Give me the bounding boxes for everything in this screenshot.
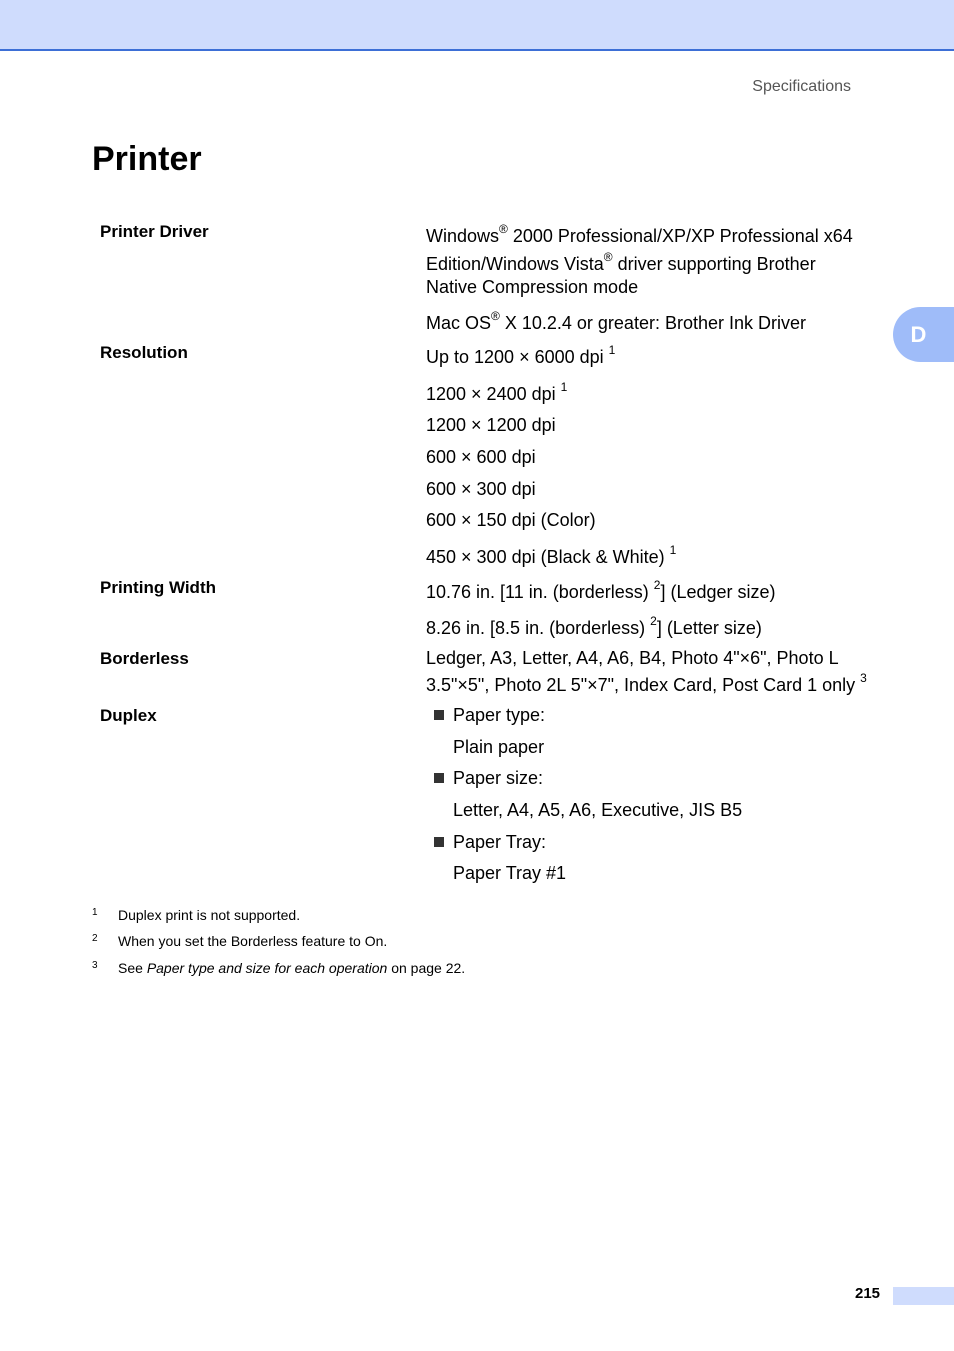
page-number: 215 — [855, 1285, 881, 1302]
duplex-item-value: Letter, A4, A5, A6, Executive, JIS B5 — [453, 800, 743, 820]
resolution-item: 450 × 300 dpi (Black & White) $^1$ — [426, 543, 677, 567]
driver-windows-line2: Edition/Windows Vista® driver supporting Brother — [426, 250, 816, 274]
footnote: 3 See Paper type and size for each operation on page 22. — [92, 960, 466, 976]
page-title: Printer — [92, 140, 202, 178]
driver-windows-line1: Windows® 2000 Professional/XP/XP Professional x64 — [426, 222, 853, 246]
resolution-item: Up to 1200 × 6000 dpi $^1$ — [426, 343, 616, 367]
footer-band — [893, 1287, 954, 1305]
bullet-square-icon — [434, 837, 444, 847]
printing-width-ledger: 10.76 in. [11 in. (borderless) $^2$] (Ledger size) — [426, 578, 776, 602]
chapter-tab[interactable] — [893, 307, 954, 362]
bullet-square-icon — [434, 710, 444, 720]
bullet-square-icon — [434, 773, 444, 783]
header-band — [0, 0, 954, 51]
driver-windows-line3: Native Compression mode — [426, 277, 639, 297]
spec-label-duplex: Duplex — [100, 706, 157, 725]
duplex-bullet-item: Paper size: — [434, 767, 543, 790]
resolution-item: 600 × 600 dpi — [426, 447, 536, 467]
footnote-link-text[interactable]: Paper type and size for each operation — [146, 960, 388, 976]
duplex-item-value: Paper Tray #1 — [453, 863, 567, 883]
resolution-item: 1200 × 2400 dpi $^1$ — [426, 380, 568, 404]
duplex-bullet-item: Paper Tray: — [434, 831, 546, 854]
duplex-bullet-item: Paper type: — [434, 704, 545, 727]
printing-width-letter: 8.26 in. [8.5 in. (borderless) $^2$] (Letter size) — [426, 614, 762, 638]
driver-mac-line: Mac OS® X 10.2.4 or greater: Brother Ink Driver — [426, 309, 806, 333]
spec-label-resolution: Resolution — [100, 343, 188, 362]
running-head: Specifications — [752, 78, 851, 95]
resolution-item: 600 × 150 dpi (Color) — [426, 510, 596, 530]
duplex-item-value: Plain paper — [453, 737, 545, 757]
borderless-line1: Ledger, A3, Letter, A4, A6, B4, Photo 4"×6", Photo L — [426, 648, 839, 668]
spec-label-printing-width: Printing Width — [100, 578, 216, 597]
chapter-tab-letter: D — [910, 321, 927, 347]
borderless-line2: 3.5"×5", Photo 2L 5"×7", Index Card, Post Card 1 only $^3$ — [426, 671, 867, 695]
spec-label-borderless: Borderless — [100, 649, 189, 668]
spec-label-printer-driver: Printer Driver — [100, 222, 209, 241]
footnote: 2 When you set the Borderless feature to On. — [92, 933, 388, 949]
resolution-item: 1200 × 1200 dpi — [426, 415, 556, 435]
footnote: 1 Duplex print is not supported. — [92, 907, 301, 923]
resolution-item: 600 × 300 dpi — [426, 479, 536, 499]
